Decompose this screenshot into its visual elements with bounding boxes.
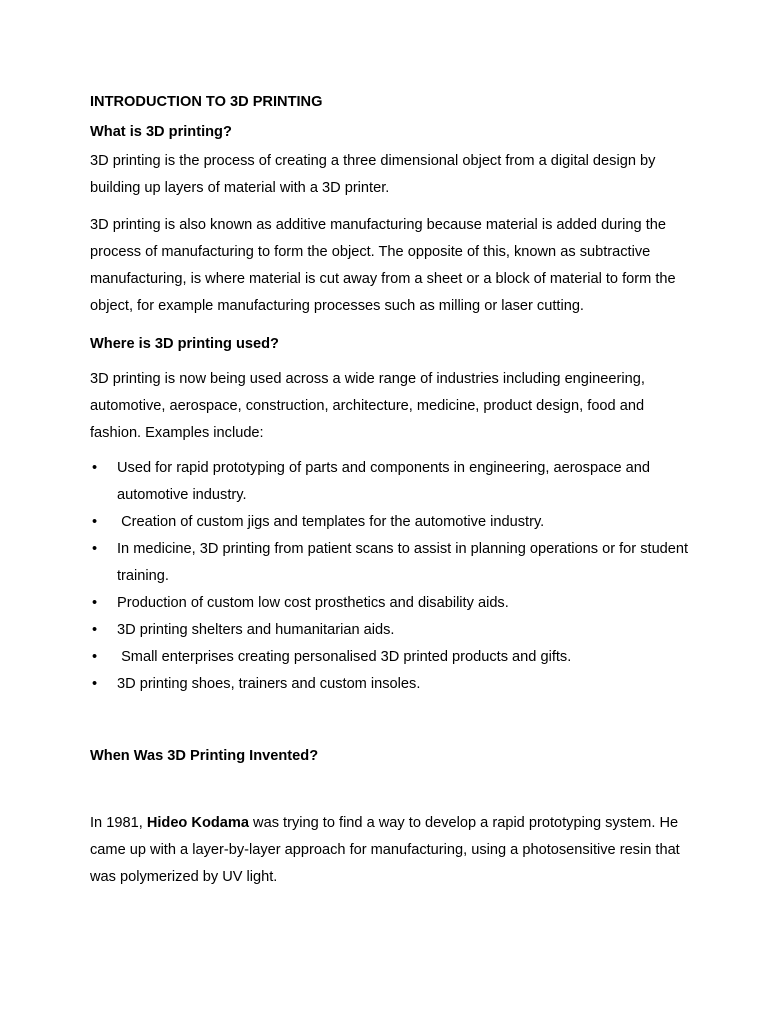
heading-when-was-3d-printing-invented: When Was 3D Printing Invented?: [90, 748, 319, 764]
bullet-icon: •: [92, 514, 98, 530]
paragraph-additive-manufacturing: 3D printing is also known as additive manufacturing because material is added during the process of manufacturing to form the object. The opposite of this, known as subtractive manufacturing, is where material is cut away from a sheet or a block of material to form the object, for example manufacturing processes such as milling or laser cutting.: [90, 217, 676, 314]
bullet-icon: •: [92, 595, 98, 611]
list-item: [90, 536, 690, 590]
history-text-start: In 1981,: [90, 815, 147, 831]
heading-what-is-3d-printing: What is 3D printing?: [90, 124, 232, 140]
history-text-end: was trying to find a way to develop a rapid prototyping system. He came up with a layer-by-layer approach for manufacturing, using a photosensitive resin that was polymerized by UV light.: [90, 815, 684, 885]
bullet-icon: •: [92, 649, 98, 665]
list-item-text: Small enterprises creating personalised 3D printed products and gifts.: [117, 649, 572, 665]
document-content: [90, 92, 690, 901]
paragraph-industries: 3D printing is now being used across a wide range of industries including engineering, automotive, aerospace, construction, architecture, medicine, product design, food and fashion. Examples include:: [90, 371, 645, 441]
list-item-text: 3D printing shelters and humanitarian aids.: [117, 622, 395, 638]
bullet-icon: •: [92, 460, 98, 476]
paragraph-history: [90, 810, 690, 891]
list-item: [90, 509, 690, 536]
list-item-text: Creation of custom jigs and templates for the automotive industry.: [117, 514, 545, 530]
bullet-icon: •: [92, 676, 98, 692]
list-item: [90, 671, 690, 698]
paragraph-definition: 3D printing is the process of creating a three dimensional object from a digital design by building up layers of material with a 3D printer.: [90, 153, 656, 196]
list-item-text: 3D printing shoes, trainers and custom insoles.: [117, 676, 421, 692]
list-item-text: In medicine, 3D printing from patient scans to assist in planning operations or for student training.: [117, 541, 689, 584]
inventor-name: Hideo Kodama: [146, 815, 249, 831]
list-item-text: Used for rapid prototyping of parts and components in engineering, aerospace and automotive industry.: [117, 460, 651, 503]
bullet-icon: •: [92, 622, 98, 638]
document-title: INTRODUCTION TO 3D PRINTING: [90, 94, 323, 110]
list-item: [90, 617, 690, 644]
bullet-icon: •: [92, 541, 98, 557]
list-item: [90, 644, 690, 671]
list-item: [90, 590, 690, 617]
list-item: [90, 455, 690, 509]
heading-where-is-3d-printing-used: Where is 3D printing used?: [90, 336, 279, 352]
list-item-text: Production of custom low cost prosthetics and disability aids.: [117, 595, 509, 611]
examples-list: [90, 455, 690, 698]
